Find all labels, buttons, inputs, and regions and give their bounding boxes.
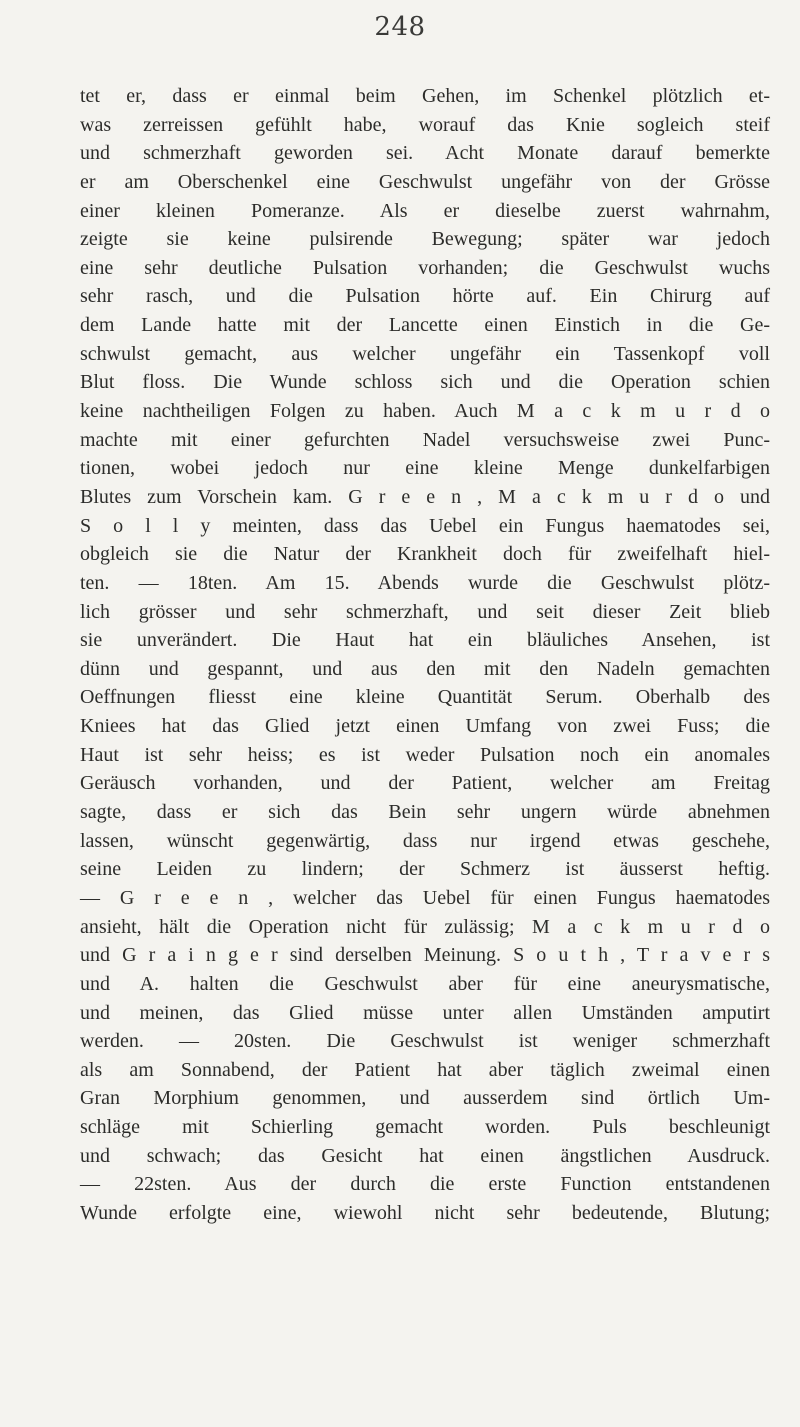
text-line: S o l l y meinten, dass das Uebel ein Fungus haematodes sei,: [80, 514, 770, 537]
text-line: Kniees hat das Glied jetzt einen Umfang von zwei Fuss; die: [80, 715, 770, 738]
text-line: machte mit einer gefurchten Nadel versuchsweise zwei Punc-: [80, 428, 770, 451]
page-number: 248: [374, 12, 426, 42]
text-line: was zerreissen gefühlt habe, worauf das Knie sogleich steif: [80, 113, 770, 136]
text-line: werden. — 20sten. Die Geschwulst ist weniger schmerzhaft: [80, 1030, 770, 1053]
text-line: Geräusch vorhanden, und der Patient, welcher am Freitag: [80, 772, 770, 795]
text-line: sehr rasch, und die Pulsation hörte auf. Ein Chirurg auf: [80, 285, 770, 308]
text-line: einer kleinen Pomeranze. Als er dieselbe zuerst wahrnahm,: [80, 199, 770, 222]
text-line: — 22sten. Aus der durch die erste Function entstandenen: [80, 1173, 770, 1196]
text-line: Oeffnungen fliesst eine kleine Quantität Serum. Oberhalb des: [80, 686, 770, 709]
text-line: seine Leiden zu lindern; der Schmerz ist äusserst heftig.: [80, 858, 770, 881]
text-line: sagte, dass er sich das Bein sehr ungern würde abnehmen: [80, 801, 770, 824]
text-line: und A. halten die Geschwulst aber für eine aneurysmatische,: [80, 972, 770, 995]
text-line: obgleich sie die Natur der Krankheit doch für zweifelhaft hiel-: [80, 543, 770, 566]
text-line: schläge mit Schierling gemacht worden. Puls beschleunigt: [80, 1116, 770, 1139]
text-line: dem Lande hatte mit der Lancette einen Einstich in die Ge-: [80, 314, 770, 337]
text-line: er am Oberschenkel eine Geschwulst ungefähr von der Grösse: [80, 170, 770, 193]
text-line: schwulst gemacht, aus welcher ungefähr ein Tassenkopf voll: [80, 342, 770, 365]
text-line: ten. — 18ten. Am 15. Abends wurde die Geschwulst plötz-: [80, 571, 770, 594]
text-line: Blutes zum Vorschein kam. G r e e n , M a c k m u r d o und: [80, 485, 770, 508]
text-line: eine sehr deutliche Pulsation vorhanden; die Geschwulst wuchs: [80, 256, 770, 279]
text-line: Gran Morphium genommen, und ausserdem sind örtlich Um-: [80, 1087, 770, 1110]
text-line: dünn und gespannt, und aus den mit den Nadeln gemachten: [80, 657, 770, 680]
text-line: als am Sonnabend, der Patient hat aber täglich zweimal einen: [80, 1058, 770, 1081]
text-line: — G r e e n , welcher das Uebel für einen Fungus haematodes: [80, 886, 770, 909]
text-line: und schmerzhaft geworden sei. Acht Monate darauf bemerkte: [80, 142, 770, 165]
text-line: Wunde erfolgte eine, wiewohl nicht sehr bedeutende, Blutung;: [80, 1201, 770, 1224]
text-line: keine nachtheiligen Folgen zu haben. Auch M a c k m u r d o: [80, 400, 770, 423]
text-line: Blut floss. Die Wunde schloss sich und die Operation schien: [80, 371, 770, 394]
text-line: lassen, wünscht gegenwärtig, dass nur irgend etwas geschehe,: [80, 829, 770, 852]
text-line: zeigte sie keine pulsirende Bewegung; später war jedoch: [80, 228, 770, 251]
text-line: sie unverändert. Die Haut hat ein bläuliches Ansehen, ist: [80, 629, 770, 652]
text-line: ansieht, hält die Operation nicht für zulässig; M a c k m u r d o: [80, 915, 770, 938]
text-line: und schwach; das Gesicht hat einen ängstlichen Ausdruck.: [80, 1144, 770, 1167]
body-text: [80, 82, 770, 1228]
text-line: und G r a i n g e r sind derselben Meinung. S o u t h , T r a v e r s: [80, 944, 770, 967]
text-line: Haut ist sehr heiss; es ist weder Pulsation noch ein anomales: [80, 743, 770, 766]
text-line: lich grösser und sehr schmerzhaft, und seit dieser Zeit blieb: [80, 600, 770, 623]
text-line: tionen, wobei jedoch nur eine kleine Menge dunkelfarbigen: [80, 457, 770, 480]
text-line: tet er, dass er einmal beim Gehen, im Schenkel plötzlich et-: [80, 85, 770, 107]
text-line: und meinen, das Glied müsse unter allen Umständen amputirt: [80, 1001, 770, 1024]
